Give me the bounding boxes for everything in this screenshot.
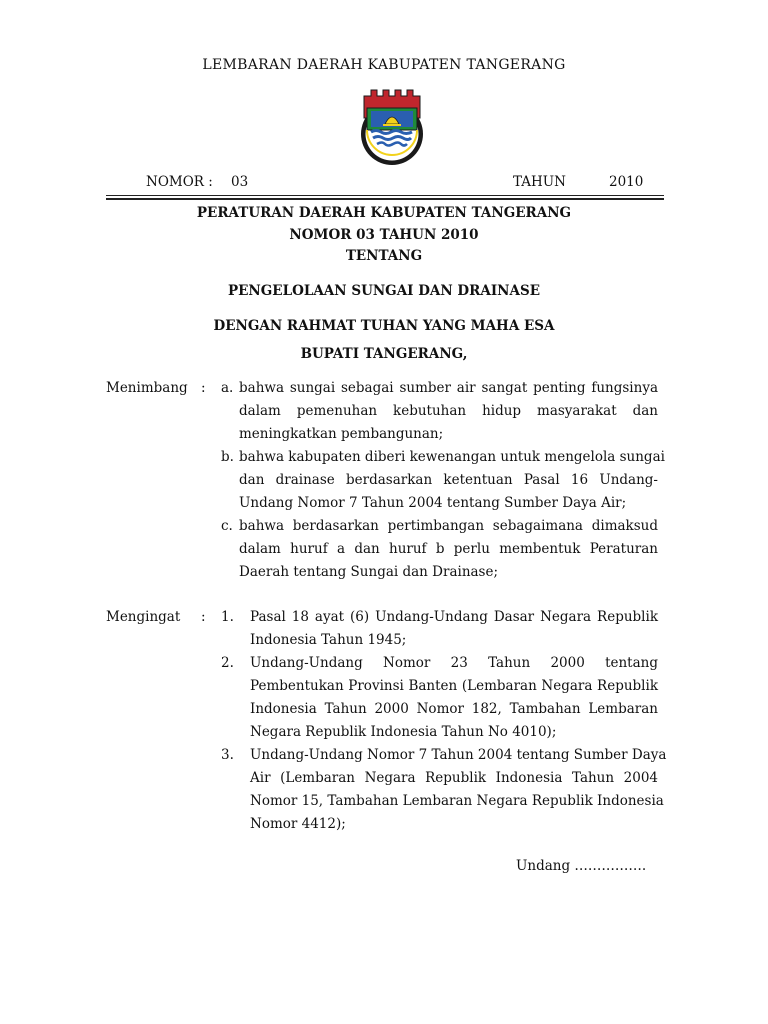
nomor-value: 03 bbox=[231, 174, 249, 190]
menimbang-colon: : bbox=[201, 380, 206, 396]
list-item-line: Air (Lembaran Negara Republik Indonesia Tahun 2004 bbox=[250, 770, 658, 786]
mengingat-colon: : bbox=[201, 609, 206, 625]
regulation-title-line1: PERATURAN DAERAH KABUPATEN TANGERANG bbox=[196, 205, 572, 221]
list-item-line: Pasal 18 ayat (6) Undang-Undang Dasar Negara Republik bbox=[250, 609, 658, 625]
mengingat-marker-1: 1. bbox=[221, 609, 234, 625]
list-item-line: Indonesia Tahun 2000 Nomor 182, Tambahan Lembaran bbox=[250, 701, 658, 717]
menimbang-label: Menimbang bbox=[106, 380, 188, 396]
page-continuation-catchword: Undang ……………. bbox=[516, 858, 647, 874]
list-item-line: Indonesia Tahun 1945; bbox=[250, 632, 407, 648]
gazette-title: LEMBARAN DAERAH KABUPATEN TANGERANG bbox=[202, 57, 566, 73]
mengingat-marker-3: 3. bbox=[221, 747, 234, 763]
kabupaten-tangerang-emblem-icon bbox=[350, 84, 434, 168]
list-item-line: Pembentukan Provinsi Banten (Lembaran Negara Republik bbox=[250, 678, 658, 694]
menimbang-marker-b: b. bbox=[221, 449, 234, 465]
list-item-line: Undang Nomor 7 Tahun 2004 tentang Sumber Daya Air; bbox=[239, 495, 627, 511]
menimbang-marker-a: a. bbox=[221, 380, 234, 396]
mengingat-label: Mengingat bbox=[106, 609, 181, 625]
regulation-title-line2: NOMOR 03 TAHUN 2010 bbox=[289, 227, 479, 243]
list-item-line: bahwa berdasarkan pertimbangan sebagaimana dimaksud bbox=[239, 518, 658, 534]
header-rule-thick bbox=[106, 198, 664, 200]
list-item-line: bahwa kabupaten diberi kewenangan untuk mengelola sungai bbox=[239, 449, 665, 465]
regulation-subject: PENGELOLAAN SUNGAI DAN DRAINASE bbox=[227, 283, 540, 299]
tahun-value: 2010 bbox=[609, 174, 644, 190]
blessing-line: DENGAN RAHMAT TUHAN YANG MAHA ESA bbox=[213, 318, 555, 334]
header-rule-thin bbox=[106, 195, 664, 196]
list-item-line: meningkatkan pembangunan; bbox=[239, 426, 444, 442]
list-item-line: Undang-Undang Nomor 7 Tahun 2004 tentang Sumber Daya bbox=[250, 747, 667, 763]
list-item-line: Nomor 4412); bbox=[250, 816, 346, 832]
list-item-line: dan drainase berdasarkan ketentuan Pasal 16 Undang- bbox=[239, 472, 658, 488]
official-title: BUPATI TANGERANG, bbox=[300, 346, 468, 362]
list-item-line: Undang-Undang Nomor 23 Tahun 2000 tentang bbox=[250, 655, 658, 671]
mengingat-marker-2: 2. bbox=[221, 655, 234, 671]
nomor-label: NOMOR : bbox=[146, 174, 213, 190]
list-item-line: Negara Republik Indonesia Tahun No 4010); bbox=[250, 724, 557, 740]
list-item-line: bahwa sungai sebagai sumber air sangat penting fungsinya bbox=[239, 380, 658, 396]
tahun-label: TAHUN bbox=[513, 174, 566, 190]
list-item-line: dalam pemenuhan kebutuhan hidup masyarakat dan bbox=[239, 403, 658, 419]
list-item-line: Daerah tentang Sungai dan Drainase; bbox=[239, 564, 499, 580]
regulation-title-line3: TENTANG bbox=[345, 248, 423, 264]
menimbang-marker-c: c. bbox=[221, 518, 233, 534]
list-item-line: Nomor 15, Tambahan Lembaran Negara Republik Indonesia bbox=[250, 793, 664, 809]
list-item-line: dalam huruf a dan huruf b perlu membentuk Peraturan bbox=[239, 541, 658, 557]
